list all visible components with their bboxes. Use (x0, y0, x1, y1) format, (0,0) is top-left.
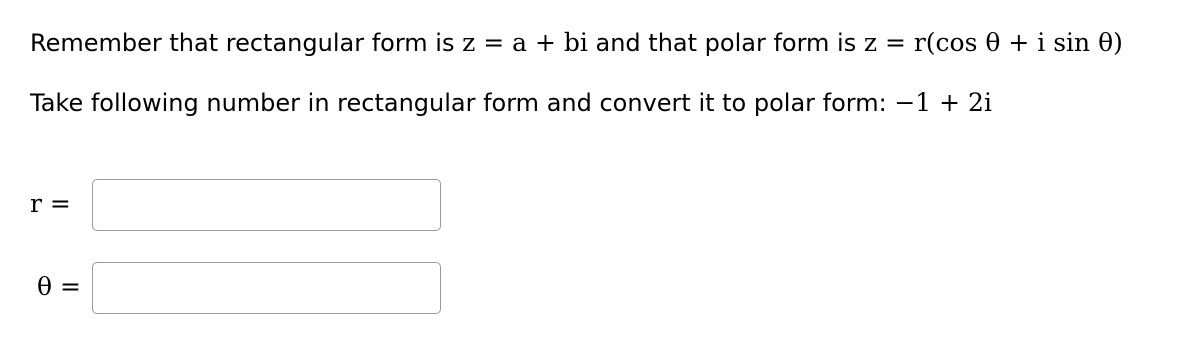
complex-number: −1 + 2i (894, 88, 992, 117)
instruction-prefix: Remember that rectangular form is (30, 29, 455, 57)
rectangular-form-formula: z = a + bi (462, 28, 588, 57)
r-input[interactable] (92, 179, 441, 231)
task-line (30, 88, 992, 118)
polar-form-formula: z = r(cos θ + i sin θ) (863, 28, 1123, 57)
instruction-middle: and that polar form is (595, 29, 857, 57)
task-prefix: Take following number in rectangular form and convert it to polar form: (30, 89, 887, 117)
instruction-line (30, 28, 1123, 58)
theta-input[interactable] (92, 262, 441, 314)
r-label: r = (30, 189, 71, 218)
theta-label: θ = (37, 272, 81, 301)
